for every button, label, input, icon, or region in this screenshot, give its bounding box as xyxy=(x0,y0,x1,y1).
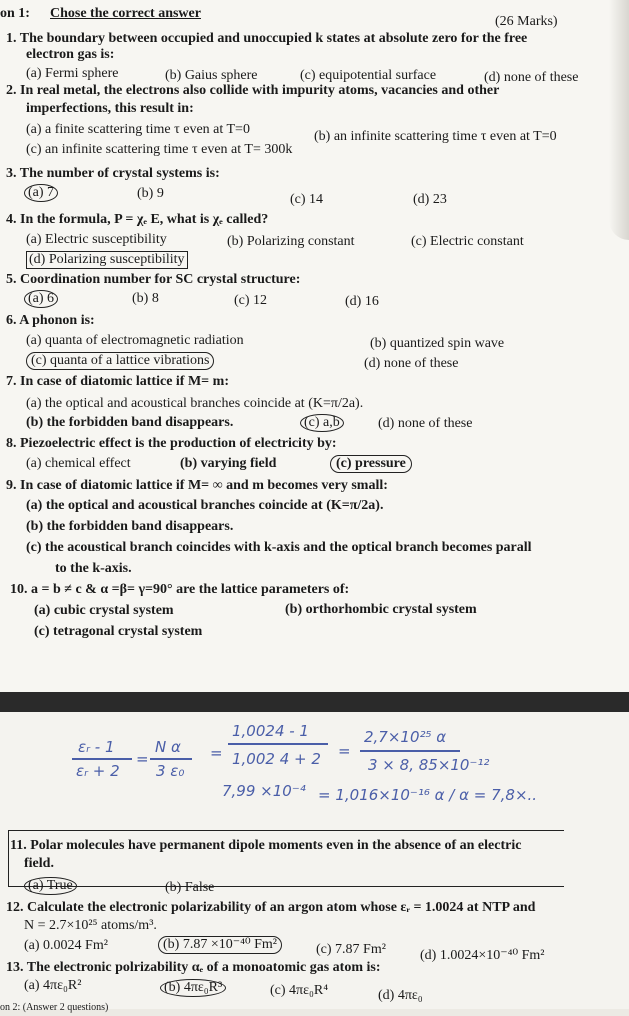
q6-stem: 6. A phonon is: xyxy=(6,313,95,328)
q12-option-d: (d) 1.0024×10⁻⁴⁰ Fm² xyxy=(420,948,545,963)
q4-option-b: (b) Polarizing constant xyxy=(227,234,355,249)
hw-den-value: 1,002 4 + 2 xyxy=(232,750,321,768)
marks: (26 Marks) xyxy=(495,14,558,29)
q2-option-b: (b) an infinite scattering time τ even at T=0 xyxy=(314,129,557,144)
hw-fraction-bar-2 xyxy=(150,758,192,760)
q1-option-b: (b) Gaius sphere xyxy=(165,68,258,83)
instruction: Chose the correct answer xyxy=(50,6,201,21)
q10-option-a: (a) cubic crystal system xyxy=(34,603,174,618)
page-divider xyxy=(0,692,629,712)
q12-option-a: (a) 0.0024 Fm² xyxy=(24,938,108,953)
q11-stem: 11. Polar molecules have permanent dipole moments even in the absence of an electric xyxy=(10,838,522,853)
q12-option-b-circled: (b) 7.87 ×10⁻⁴⁰ Fm² xyxy=(158,936,282,954)
q4-stem: 4. In the formula, P = χₑ E, what is χₑ called? xyxy=(6,212,269,227)
q7-option-c-circled: (c) a,b xyxy=(300,414,344,432)
q11-option-b: (b) False xyxy=(165,880,215,895)
q9-option-c-cont: to the k-axis. xyxy=(55,561,132,576)
q3-option-b: (b) 9 xyxy=(137,186,164,201)
q1-stem: 1. The boundary between occupied and unoccupied k states at absolute zero for the free xyxy=(6,31,528,46)
q7-option-a: (a) the optical and acoustical branches coincide at (K=π/2a). xyxy=(26,396,364,411)
q2-stem: 2. In real metal, the electrons also collide with impurity atoms, vacancies and other xyxy=(6,83,500,98)
q7-option-d: (d) none of these xyxy=(378,416,473,431)
hw-n-alpha-value: 2,7×10²⁵ α xyxy=(364,728,447,746)
q9-option-a: (a) the optical and acoustical branches coincide at (K=π/2a). xyxy=(26,498,384,513)
q5-option-a-circled: (a) 6 xyxy=(24,290,58,308)
hw-result-left: 7,99 ×10⁻⁴ xyxy=(222,782,306,800)
hw-three-eps-value: 3 × 8, 85×10⁻¹² xyxy=(368,756,490,774)
q12-stem-cont: N = 2.7×10²⁵ atoms/m³. xyxy=(24,918,157,933)
hw-fraction-bar-1 xyxy=(72,758,132,760)
q10-option-b: (b) orthorhombic crystal system xyxy=(285,602,477,617)
q6-option-b: (b) quantized spin wave xyxy=(370,336,505,351)
q3-option-d: (d) 23 xyxy=(413,192,447,207)
q5-option-b: (b) 8 xyxy=(132,291,159,306)
q10-option-c: (c) tetragonal crystal system xyxy=(34,624,203,639)
q11-stem-cont: field. xyxy=(24,856,54,871)
q8-option-c-circled: (c) pressure xyxy=(330,455,412,473)
hw-numerator: εᵣ - 1 xyxy=(78,738,115,756)
q13-stem: 13. The electronic polrizability αₑ of a monoatomic gas atom is: xyxy=(6,960,381,975)
q8-option-b: (b) varying field xyxy=(180,456,277,471)
q3-option-a-circled: (a) 7 xyxy=(24,184,58,202)
hw-num-value: 1,0024 - 1 xyxy=(232,722,309,740)
q13-option-b-circled: (b) 4πε₀R³ xyxy=(160,979,226,997)
q10-stem: 10. a = b ≠ c & α =β= γ=90° are the lattice parameters of: xyxy=(10,582,350,597)
q6-option-d: (d) none of these xyxy=(364,356,459,371)
hw-equals-3: = xyxy=(338,742,351,760)
q3-option-c: (c) 14 xyxy=(290,192,324,207)
hw-result-right: = 1,016×10⁻¹⁶ α / α = 7,8×.. xyxy=(318,786,538,804)
q2-option-c: (c) an infinite scattering time τ even at T= 300k xyxy=(26,142,293,157)
q5-option-c: (c) 12 xyxy=(234,293,268,308)
hw-fraction-bar-3 xyxy=(228,743,328,745)
next-section-cut: on 2: (Answer 2 questions) xyxy=(0,1002,109,1013)
q3-stem: 3. The number of crystal systems is: xyxy=(6,166,220,181)
q7-stem: 7. In case of diatomic lattice if M= m: xyxy=(6,374,229,389)
q9-option-c: (c) the acoustical branch coincides with k-axis and the optical branch becomes parall xyxy=(26,540,532,555)
q6-option-a: (a) quanta of electromagnetic radiation xyxy=(26,333,244,348)
hw-n-alpha: N α xyxy=(155,738,181,756)
q5-stem: 5. Coordination number for SC crystal structure: xyxy=(6,272,301,287)
q4-option-d-boxed: (d) Polarizing susceptibility xyxy=(26,251,188,269)
hw-three-eps: 3 ε₀ xyxy=(156,762,185,780)
q9-stem: 9. In case of diatomic lattice if M= ∞ and m becomes very small: xyxy=(6,478,388,493)
q9-option-b: (b) the forbidden band disappears. xyxy=(26,519,234,534)
q2-stem-cont: imperfections, this result in: xyxy=(26,101,194,116)
q12-stem: 12. Calculate the electronic polarizability of an argon atom whose εᵣ = 1.0024 at NTP and xyxy=(6,900,536,915)
hw-equals-2: = xyxy=(210,744,223,762)
q13-option-a: (a) 4πε₀R² xyxy=(24,978,82,993)
q1-option-c: (c) equipotential surface xyxy=(300,68,437,83)
q8-stem: 8. Piezoelectric effect is the production of electricity by: xyxy=(6,436,337,451)
q1-stem-cont: electron gas is: xyxy=(26,47,115,62)
q11-option-a-circled: (a) True xyxy=(24,877,77,895)
q12-option-c: (c) 7.87 Fm² xyxy=(316,942,386,957)
q13-option-d: (d) 4πε₀ xyxy=(378,988,423,1003)
section-label: on 1: xyxy=(0,6,30,21)
q1-option-a: (a) Fermi sphere xyxy=(26,66,119,81)
q13-option-c: (c) 4πε₀R⁴ xyxy=(270,983,329,998)
q6-option-c-circled: (c) quanta of a lattice vibrations xyxy=(26,352,214,370)
hw-denominator: εᵣ + 2 xyxy=(76,762,120,780)
q1-option-d: (d) none of these xyxy=(484,70,579,85)
hw-fraction-bar-4 xyxy=(360,750,460,752)
q7-option-b: (b) the forbidden band disappears. xyxy=(26,415,234,430)
q2-option-a: (a) a finite scattering time τ even at T=0 xyxy=(26,122,250,137)
q4-option-c: (c) Electric constant xyxy=(411,234,524,249)
page-curl xyxy=(609,0,629,240)
q4-option-a: (a) Electric susceptibility xyxy=(26,232,167,247)
q5-option-d: (d) 16 xyxy=(345,294,379,309)
q8-option-a: (a) chemical effect xyxy=(26,456,131,471)
hw-equals-1: = xyxy=(136,750,149,768)
